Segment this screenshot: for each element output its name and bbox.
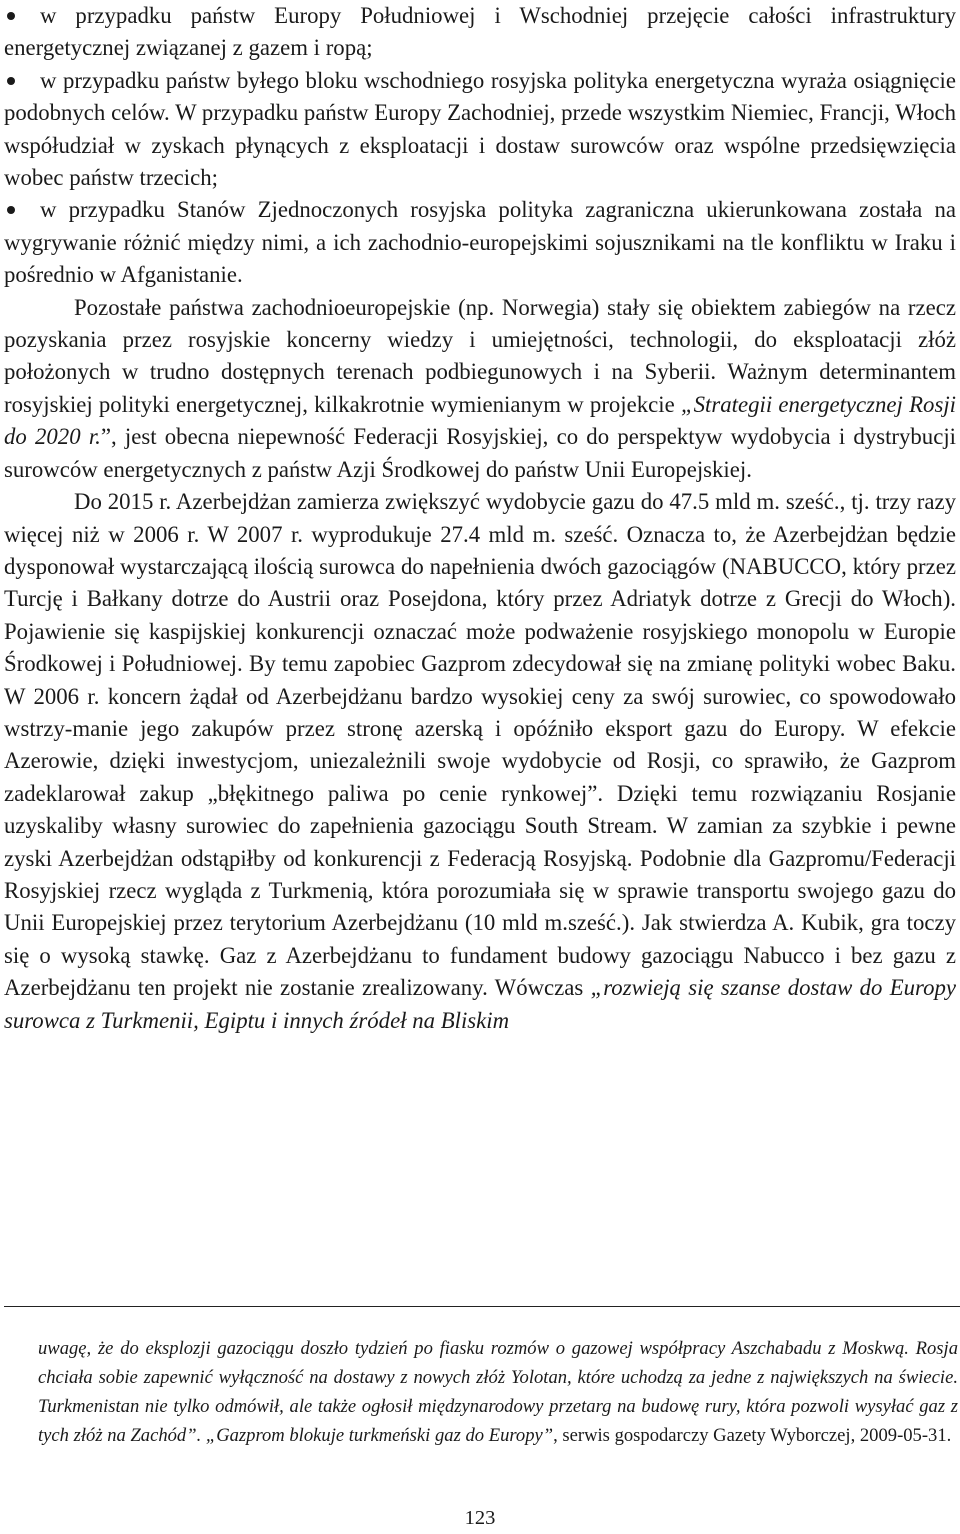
bullet-item	[4, 0, 956, 65]
bullet-text: w przypadku Stanów Zjednoczonych rosyjska polityka zagraniczna ukierunkowana została na wygrywanie różnić między nimi, a ich zachodnio-europejskimi sojusznikami na tle konfliktu w Iraku i pośrednio w Afganistanie.	[4, 197, 956, 288]
footnote-divider	[4, 1306, 960, 1307]
document-page	[4, 0, 956, 1534]
bullet-dot-icon	[7, 206, 15, 214]
footnote-source: , serwis gospodarczy Gazety Wyborczej, 2009-05-31.	[553, 1425, 952, 1446]
paragraph-text: Do 2015 r. Azerbejdżan zamierza zwiększyć wydobycie gazu do 47.5 mld m. sześć., tj. trzy razy więcej niż w 2006 r. W 2007 r. wyprodukuje 27.4 mld m. sześć. Oznacza to, że Azerbejdżan będzie dysponował wystarczającą ilością surowca do napełnienia dwóch gazociągów (NABUCCO, który przez Turcję i Bałkany dotrze do Austrii oraz Posejdona, który przez Adriatyk dotrze z Grecji do Włoch). Pojawienie się kaspijskiej konkurencji oznaczać może podważenie rosyjskiego monopolu w Europie Środkowej i Południowej. By temu zapobiec Gazprom zdecydował się na zmianę polityki wobec Baku. W 2006 r. koncern żądał od Azerbejdżanu bardzo wysokiej ceny za swój surowiec, co spowodowało wstrzy-manie jego zakupów przez stronę azerską i opóźniło eksport gazu do Europy. W efekcie Azerowie, dzięki inwestycjom, uniezależnili swoje wydobycie od Rosji, co sprawiło, że Gazprom zadeklarował zakup „błękitnego paliwa po cenie rynkowej”. Dzięki temu rozwiązaniu Rosjanie uzyskaliby własny surowiec do zapełnienia gazociągu South Stream. W zamian za szybkie i pewne zyski Azerbejdżan odstąpiłby od konkurencji z Federacją Rosyjską. Podobnie dla Gazpromu/Federacji Rosyjskiej rzecz wygląda z Turkmenią, która porozumiała się w sprawie transportu swojego gazu do Unii Europejskiej przez terytorium Azerbejdżanu (10 mld m.sześć.). Jak stwierdza A. Kubik, gra toczy się o wysoką stawkę. Gaz z Azerbejdżanu to fundament budowy gazociągu Nabucco i bez gazu z Azerbejdżanu ten projekt nie zostanie zrealizowany. Wówczas	[4, 489, 956, 1001]
bullet-text: w przypadku państw Europy Południowej i Wschodniej przejęcie całości infrastruktury energetycznej związanej z gazem i ropą;	[4, 3, 956, 61]
bullet-dot-icon	[7, 77, 15, 85]
page-number: 123	[464, 1507, 496, 1529]
bullet-item	[4, 65, 956, 195]
bullet-item	[4, 194, 956, 291]
strategy-title: „Strategii energetycznej Rosji do 2020 r.	[4, 391, 956, 450]
bullet-text: w przypadku państw byłego bloku wschodniego rosyjska polityka energetyczna wyraża osiągnięcie podobnych celów. W przypadku państw Europy Zachodniej, przede wszystkim Niemiec, Francji, Włoch współudział w zyskach płynących z eksploatacji i dostaw surowców oraz wspólne przedsięwzięcia wobec państw trzecich;	[4, 67, 956, 191]
bullet-dot-icon	[7, 12, 15, 20]
main-text	[4, 0, 956, 1037]
footnote	[38, 1334, 958, 1450]
paragraph-text: Pozostałe państwa zachodnioeuropejskie (np. Norwegia) stały się obiektem zabiegów na rzecz pozyskania przez rosyjskie koncerny wiedzy i umiejętności, technologii, do eksploatacji złóż położonych w trudno dostępnych terenach podbiegunowych i na Syberii. Ważnym determinantem rosyjskiej polityki energetycznej, kilkakrotnie wymienianym w projekcie	[4, 294, 956, 417]
footnote-text: uwagę, że do eksplozji gazociągu doszło tydzień po fiasku rozmów o gazowej współpracy Aszchabadu z Moskwą. Rosja chciała sobie zapewnić wyłączność na dostawy z nowych złóż Yolotan, które uchodzą za jedne z największych na świecie. Turkmenistan nie tylko odmówił, ale także ogłosił międzynarodowy przetarg na budowę rury, która pozwoli wysyłać gaz z tych złóż na Zachód”. „Gazprom blokuje turkmeński gaz do Europy”	[38, 1338, 958, 1446]
quotation: „rozwieją się szanse dostaw do Europy surowca z Turkmenii, Egiptu i innych źródeł na Bliskim	[4, 975, 956, 1033]
paragraph-text: ”, jest obecna niepewność Federacji Rosyjskiej, co do perspektyw wydobycia i dystrybucji surowców energetycznych z państw Azji Środkowej do państw Unii Europejskiej.	[4, 424, 956, 482]
paragraph	[4, 486, 956, 1037]
paragraph	[4, 292, 956, 486]
